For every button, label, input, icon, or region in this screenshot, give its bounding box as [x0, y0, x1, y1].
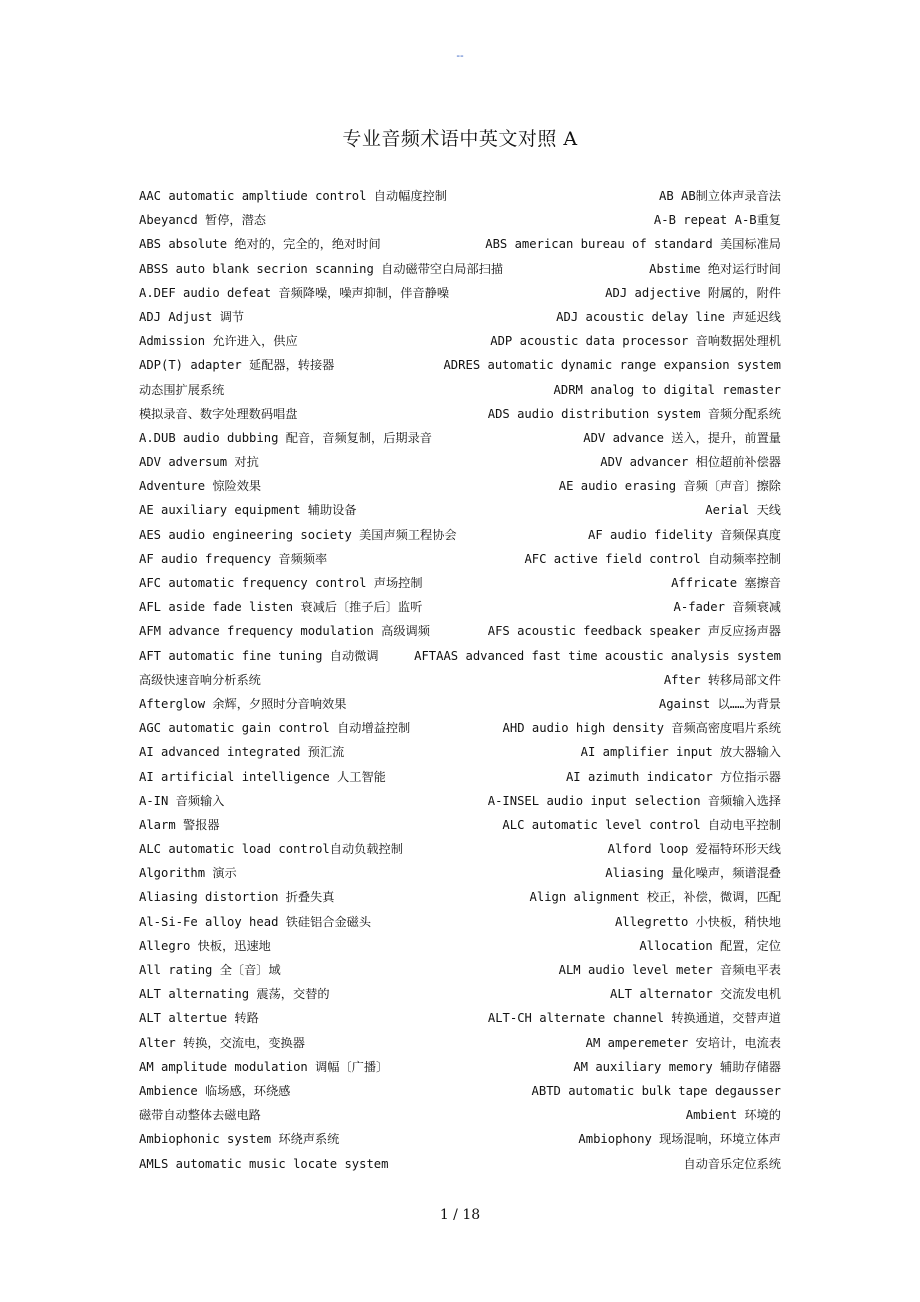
- term-right: AFTAAS advanced fast time acoustic analysis system: [414, 648, 781, 663]
- term-right: ADRES automatic dynamic range expansion system: [443, 358, 781, 373]
- term-right: ADV advancer 相位超前补偿器: [600, 455, 781, 470]
- term-left: Allegro 快板，迅速地: [139, 938, 271, 953]
- glossary-row: [139, 1127, 781, 1151]
- term-right: ADP acoustic data processor 音响数据处理机: [490, 334, 781, 349]
- term-right: Affricate 塞擦音: [671, 576, 781, 590]
- glossary-row: [139, 426, 781, 450]
- glossary-row: [139, 571, 781, 595]
- term-right: A-INSEL audio input selection 音频输入选择: [487, 793, 781, 808]
- term-right: Alford loop 爱福特环形天线: [607, 842, 781, 857]
- glossary-row: [139, 257, 781, 281]
- header-mark: --: [456, 50, 464, 62]
- term-right: Against 以……为背景: [658, 696, 781, 711]
- term-right: ALC automatic level control 自动电平控制: [502, 817, 781, 832]
- glossary-row: [139, 813, 781, 837]
- glossary-row: [139, 523, 781, 547]
- glossary-row: [139, 402, 781, 426]
- glossary-row: [139, 619, 781, 643]
- term-left: ABS absolute 绝对的，完全的，绝对时间: [139, 237, 381, 252]
- term-left: AFM advance frequency modulation 高级调频: [139, 624, 430, 639]
- term-right: 自动音乐定位系统: [683, 1156, 781, 1171]
- glossary-row: [139, 910, 781, 934]
- term-right: AI azimuth indicator 方位指示器: [565, 769, 781, 784]
- term-left: Adventure 惊险效果: [139, 479, 262, 494]
- term-left: ALT alternating 震荡，交替的: [139, 987, 330, 1002]
- glossary-row: [139, 692, 781, 716]
- term-right: Align alignment 校正，补偿，微调，匹配: [529, 890, 781, 905]
- term-right: Ambiophony 现场混响，环境立体声: [578, 1132, 781, 1147]
- glossary-row: [139, 1031, 781, 1055]
- term-left: Afterglow 余辉，夕照时分音响效果: [139, 696, 347, 711]
- term-left: ALT altertue 转路: [139, 1011, 259, 1026]
- term-left: AM amplitude modulation 调幅〔广播〕: [139, 1059, 389, 1074]
- glossary-row: [139, 1152, 781, 1176]
- term-right: AM amperemeter 安培计，电流表: [585, 1035, 781, 1050]
- glossary-row: [139, 474, 781, 498]
- term-right: AF audio fidelity 音频保真度: [587, 527, 781, 542]
- glossary-row: [139, 450, 781, 474]
- term-right: AFC active field control 自动频率控制: [524, 551, 781, 566]
- term-left: Aliasing distortion 折叠失真: [139, 890, 335, 905]
- term-left: ABSS auto blank secrion scanning 自动磁带空白局部扫描: [139, 261, 504, 276]
- glossary-row: [139, 934, 781, 958]
- page-number: 1 / 18: [439, 1207, 481, 1223]
- term-right: ABS american bureau of standard 美国标准局: [485, 237, 781, 252]
- term-right: ADJ adjective 附属的，附件: [605, 285, 781, 300]
- term-left: Alter 转换，交流电，变换器: [139, 1035, 305, 1050]
- term-right: Allegretto 小快板，稍快地: [614, 914, 781, 929]
- glossary-row: [139, 1103, 781, 1127]
- term-right: Aerial 天线: [705, 503, 781, 518]
- glossary-row: [139, 329, 781, 353]
- glossary-row: [139, 498, 781, 522]
- term-left: 模拟录音、数字处理数码唱盘: [139, 406, 298, 421]
- glossary-row: [139, 378, 781, 402]
- glossary-row: [139, 982, 781, 1006]
- term-left: AAC automatic ampltiude control 自动幅度控制: [139, 189, 447, 203]
- glossary-row: [139, 885, 781, 909]
- glossary-row: [139, 716, 781, 740]
- term-left: Ambience 临场感，环绕感: [139, 1083, 291, 1098]
- term-right: ABTD automatic bulk tape degausser: [531, 1083, 781, 1098]
- glossary-row: [139, 208, 781, 232]
- glossary-list: [139, 184, 781, 1176]
- term-right: AB AB制立体声录音法: [659, 189, 781, 203]
- term-left: Abeyancd 暂停，潜态: [139, 213, 266, 228]
- glossary-row: [139, 353, 781, 377]
- term-left: AGC automatic gain control 自动增益控制: [139, 721, 411, 736]
- glossary-row: [139, 305, 781, 329]
- term-left: Alarm 警报器: [139, 817, 220, 832]
- term-right: ADS audio distribution system 音频分配系统: [487, 406, 781, 421]
- term-right: Allocation 配置，定位: [639, 938, 781, 953]
- glossary-row: [139, 1055, 781, 1079]
- term-left: 高级快速音响分析系统: [139, 672, 261, 687]
- term-right: ALM audio level meter 音频电平表: [558, 963, 781, 977]
- term-right: ALT-CH alternate channel 转换通道，交替声道: [487, 1011, 781, 1026]
- term-left: AFC automatic frequency control 声场控制: [139, 576, 423, 590]
- glossary-row: [139, 547, 781, 571]
- term-left: ADV adversum 对抗: [139, 455, 259, 470]
- term-right: ADRM analog to digital remaster: [553, 382, 781, 397]
- term-left: 动态围扩展系统: [139, 382, 225, 397]
- term-left: AFL aside fade listen 衰减后〔推子后〕监听: [139, 600, 423, 615]
- term-left: Admission 允许进入，供应: [139, 334, 298, 349]
- glossary-row: [139, 789, 781, 813]
- term-right: A-B repeat A-B重复: [653, 213, 781, 228]
- term-left: AES audio engineering society 美国声频工程协会: [139, 527, 457, 542]
- term-right: After 转移局部文件: [663, 672, 781, 687]
- term-right: Aliasing 量化噪声，频谱混叠: [605, 866, 781, 881]
- term-left: A-IN 音频输入: [139, 793, 225, 808]
- term-right: AM auxiliary memory 辅助存储器: [573, 1059, 781, 1074]
- glossary-row: [139, 184, 781, 208]
- term-right: Ambient 环境的: [685, 1108, 781, 1123]
- glossary-row: [139, 595, 781, 619]
- term-left: AI advanced integrated 预汇流: [139, 745, 345, 760]
- term-left: Algorithm 演示: [139, 866, 237, 881]
- term-left: Ambiophonic system 环绕声系统: [139, 1132, 340, 1147]
- term-right: ADJ acoustic delay line 声延迟线: [556, 309, 781, 324]
- glossary-row: [139, 668, 781, 692]
- term-left: ADJ Adjust 调节: [139, 309, 245, 324]
- term-right: AE audio erasing 音频〔声音〕擦除: [558, 479, 781, 494]
- glossary-row: [139, 765, 781, 789]
- term-left: AMLS automatic music locate system: [139, 1156, 389, 1171]
- term-right: AHD audio high density 音频高密度唱片系统: [502, 721, 781, 736]
- glossary-row: [139, 644, 781, 668]
- term-right: AI amplifier input 放大器输入: [580, 745, 781, 760]
- term-left: AF audio frequency 音频频率: [139, 551, 328, 566]
- glossary-row: [139, 1006, 781, 1030]
- term-left: A.DEF audio defeat 音频降噪，噪声抑制，伴音静噪: [139, 285, 450, 300]
- term-left: A.DUB audio dubbing 配音，音频复制，后期录音: [139, 430, 432, 445]
- term-right: A-fader 音频衰减: [673, 600, 781, 615]
- page-title: 专业音频术语中英文对照 A: [342, 128, 578, 150]
- term-left: ADP(T) adapter 延配器，转接器: [139, 358, 335, 373]
- glossary-row: [139, 861, 781, 885]
- term-right: ALT alternator 交流发电机: [610, 987, 781, 1002]
- term-left: AI artificial intelligence 人工智能: [139, 769, 386, 784]
- term-left: All rating 全〔音〕域: [139, 963, 281, 977]
- glossary-row: [139, 958, 781, 982]
- term-left: ALC automatic load control自动负载控制: [139, 842, 403, 857]
- glossary-row: [139, 281, 781, 305]
- glossary-row: [139, 837, 781, 861]
- term-right: ADV advance 送入，提升，前置量: [583, 430, 781, 445]
- glossary-row: [139, 1079, 781, 1103]
- term-left: AE auxiliary equipment 辅助设备: [139, 503, 357, 518]
- term-left: Al-Si-Fe alloy head 铁硅铝合金磁头: [139, 914, 372, 929]
- term-right: Abstime 绝对运行时间: [649, 261, 781, 276]
- term-left: AFT automatic fine tuning 自动微调: [139, 648, 379, 663]
- glossary-row: [139, 740, 781, 764]
- term-right: AFS acoustic feedback speaker 声反应扬声器: [487, 624, 781, 639]
- glossary-row: [139, 232, 781, 256]
- term-left: 磁带自动整体去磁电路: [139, 1108, 261, 1123]
